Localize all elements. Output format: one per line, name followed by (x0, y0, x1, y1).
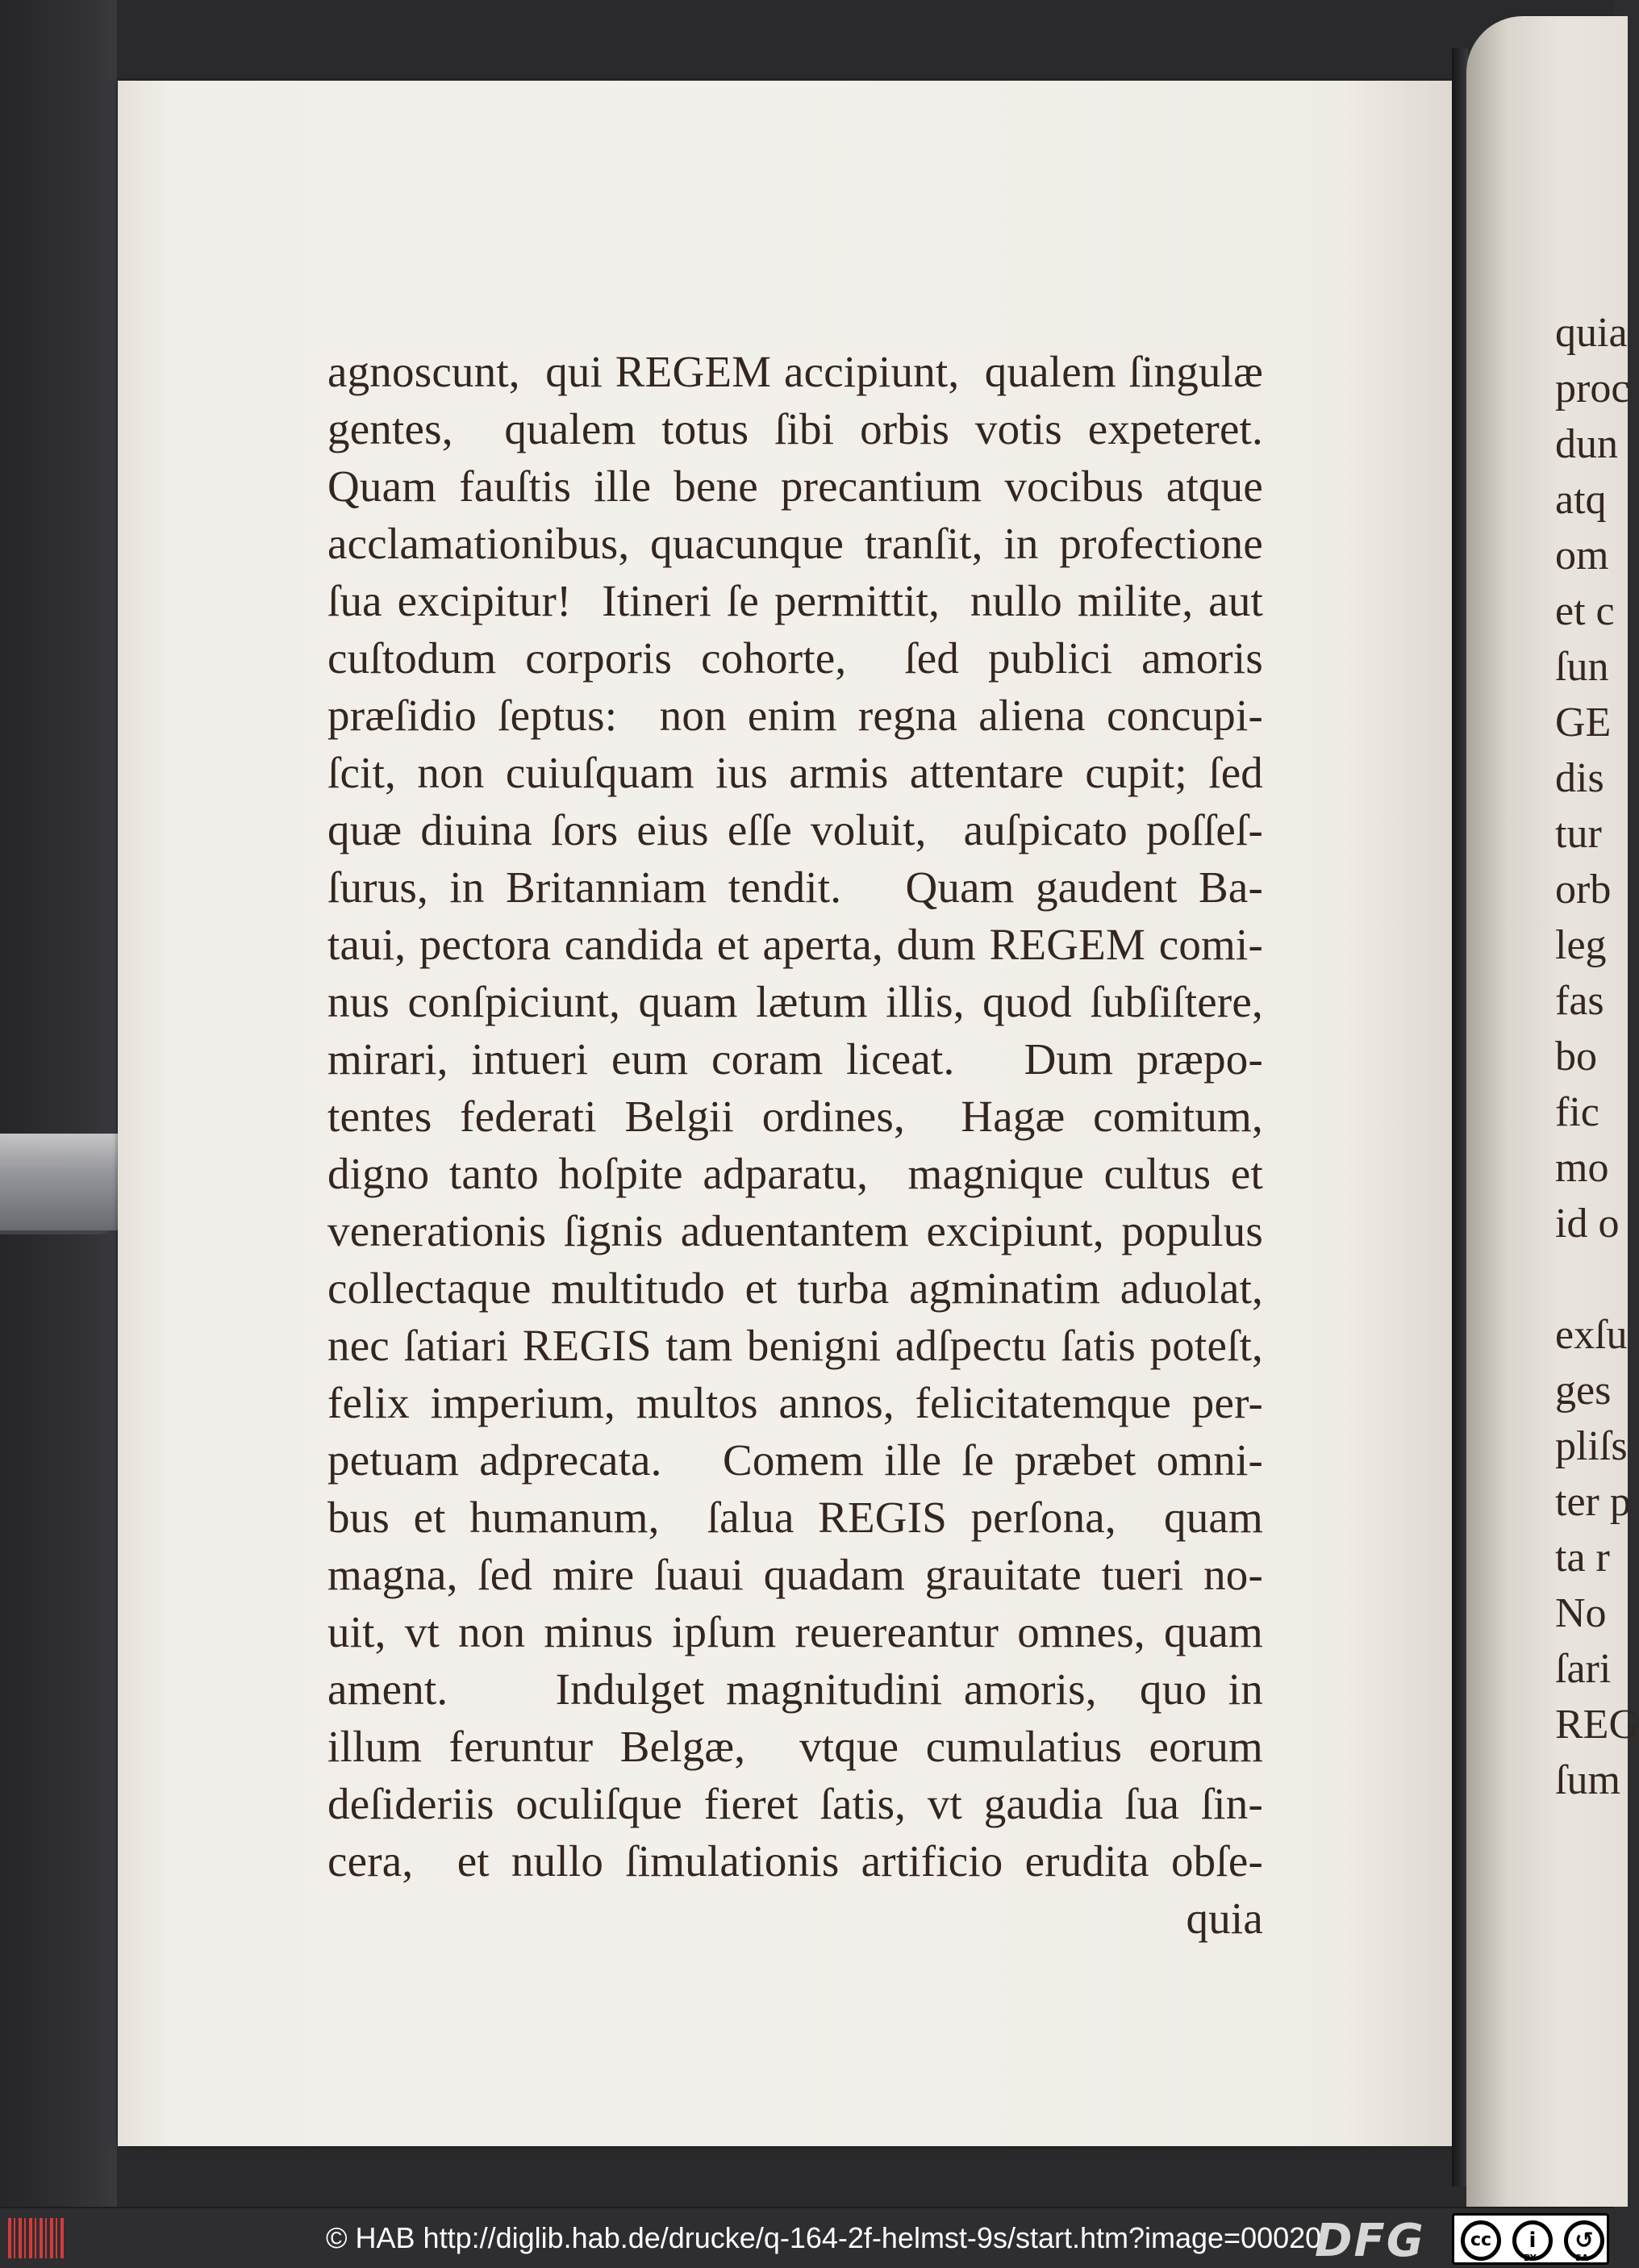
sa-share-icon: ↺ (1564, 2220, 1604, 2261)
text-line: ſua excipitur! Itineri ſe permittit, nullo milite, aut (327, 576, 1263, 625)
facing-text-line: om (1555, 533, 1609, 578)
facing-text-line: tur (1555, 811, 1602, 857)
text-line: ſcit, non cuiuſquam ius armis attentare cupit; ſed (327, 748, 1263, 797)
text-line: quæ diuina ſors eius eſſe voluit, auſpicato poſſeſ- (327, 805, 1263, 854)
hab-barcode-logo (8, 2218, 66, 2258)
facing-text-line: No (1555, 1590, 1607, 1636)
cc-license-badge[interactable] (1452, 2213, 1609, 2265)
facing-text-line: quia (1555, 310, 1628, 356)
page-text (327, 343, 1263, 1947)
text-line: felix imperium, multos annos, felicitatemque per- (327, 1378, 1263, 1427)
text-line: agnoscunt, qui REGEM accipiunt, qualem ſingulæ (327, 347, 1263, 396)
text-line: bus et humanum, ſalua REGIS perſona, quam (327, 1493, 1263, 1542)
facing-text-line: orb (1555, 867, 1612, 913)
facing-text-line: mo (1555, 1145, 1609, 1191)
facing-text-line: ſun (1555, 644, 1609, 690)
text-line: collectaque multitudo et turba agminatim aduolat, (327, 1263, 1263, 1313)
text-line: acclamationibus, quacunque tranſit, in profectione (327, 519, 1263, 568)
text-line: tentes federati Belgii ordines, Hagæ comitum, (327, 1092, 1263, 1141)
facing-text-line: ſari (1555, 1646, 1612, 1692)
text-line: illum feruntur Belgæ, vtque cumulatius eorum (327, 1722, 1263, 1771)
text-line: mirari, intueri eum coram liceat. Dum præpo- (327, 1034, 1263, 1084)
facing-text-line: et c (1555, 588, 1615, 634)
text-line: nec ſatiari REGIS tam benigni adſpectu ſatis poteſt, (327, 1321, 1263, 1370)
facing-text-line: fic (1555, 1089, 1599, 1135)
catchword: quia (1186, 1894, 1263, 1943)
text-line: ament. Indulget magnitudini amoris, quo in (327, 1664, 1263, 1714)
text-line: petuam adprecata. Comem ille ſe præbet omni- (327, 1435, 1263, 1485)
facing-text-line: dun (1555, 421, 1618, 467)
facing-text-line: id o (1555, 1201, 1620, 1247)
scanner-background (0, 0, 117, 2207)
facing-text-line: ter p (1555, 1479, 1631, 1525)
facing-text-line: leg (1555, 922, 1607, 968)
text-line: nus conſpiciunt, quam lætum illis, quod ſubſiſtere, (327, 977, 1263, 1026)
sa-label: SA (1575, 2253, 1589, 2263)
facing-text-line: REG (1555, 1702, 1639, 1748)
text-line: digno tanto hoſpite adparatu, magnique cultus et (327, 1149, 1263, 1198)
by-label: BY (1524, 2253, 1537, 2263)
by-person-icon: i (1512, 2220, 1553, 2261)
facing-text-line: GE (1555, 700, 1612, 746)
facing-text-line: proc (1555, 365, 1630, 411)
facing-text-line: ſum (1555, 1757, 1620, 1803)
book-gutter (1452, 48, 1468, 2187)
facing-text-line: exſu (1555, 1312, 1628, 1358)
facing-text-line: fas (1555, 978, 1604, 1024)
text-line: uit, vt non minus ipſum reuereantur omnes, quam (327, 1607, 1263, 1656)
text-line: ſurus, in Britanniam tendit. Quam gaudent Ba- (327, 863, 1263, 912)
text-line: magna, ſed mire ſuaui quadam grauitate tueri no- (327, 1550, 1263, 1599)
viewer-footer (0, 2207, 1613, 2268)
facing-text-line: atq (1555, 477, 1607, 523)
text-line: taui, pectora candida et aperta, dum REGEM comi- (327, 920, 1263, 969)
text-line: deſideriis oculiſque fieret ſatis, vt gaudia ſua ſin- (327, 1779, 1263, 1828)
text-line: gentes, qualem totus ſibi orbis votis expeteret. (327, 404, 1263, 453)
text-line: cuſtodum corporis cohorte, ſed publici amoris (327, 633, 1263, 683)
facing-text-line: dis (1555, 755, 1604, 801)
facing-text-line: ta r (1555, 1535, 1610, 1581)
facing-text-line: bo (1555, 1034, 1597, 1080)
dfg-logo: DFG (1315, 2215, 1425, 2267)
facing-page-text (1555, 305, 1639, 1808)
text-line: Quam fauſtis ille bene precantium vocibus atque (327, 462, 1263, 511)
facing-text-line: ges (1555, 1368, 1612, 1414)
text-line: venerationis ſignis aduentantem excipiunt, populus (327, 1206, 1263, 1255)
facing-text-line (1555, 1251, 1639, 1307)
text-line: cera, et nullo ſimulationis artificio erudita obſe- (327, 1836, 1263, 1886)
cc-icon: cc (1461, 2220, 1501, 2261)
text-line: præſidio ſeptus: non enim regna aliena concupi- (327, 691, 1263, 740)
facing-text-line: pliſs (1555, 1423, 1628, 1469)
credit-link[interactable]: © HAB http://diglib.hab.de/drucke/q-164-2f-helmst-9s/start.htm?image=00020 (326, 2221, 1322, 2254)
